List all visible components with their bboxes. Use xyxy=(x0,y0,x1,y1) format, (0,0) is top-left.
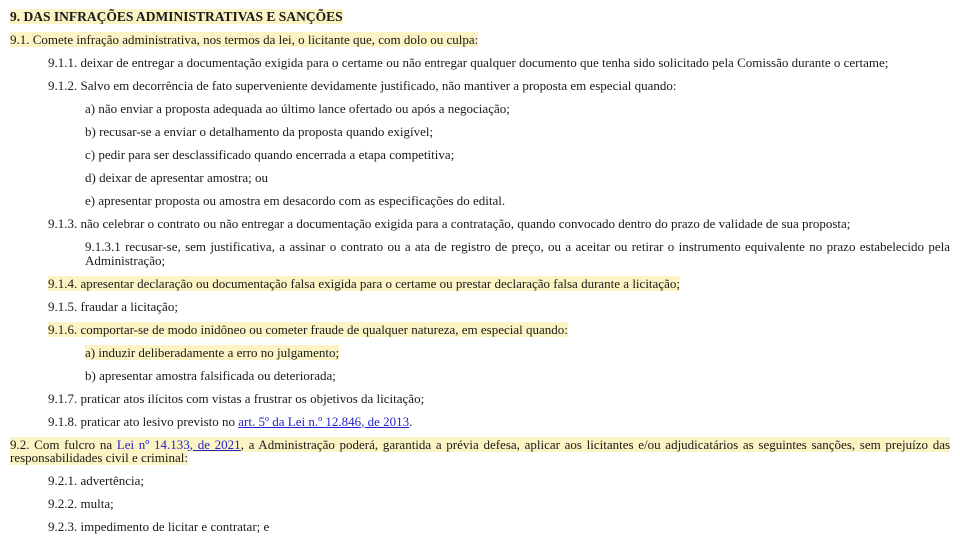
highlighted-text xyxy=(48,322,568,337)
text-run xyxy=(85,170,268,185)
text-segment: d) deixar de apresentar amostra; ou xyxy=(85,170,269,185)
text-segment: 9.1.6. comportar-se de modo inidôneo ou cometer fraude de qualquer natureza, em especial quando: xyxy=(48,321,568,337)
highlighted-text xyxy=(85,345,339,360)
text-segment: . xyxy=(409,413,413,429)
text-run xyxy=(48,78,676,93)
text-segment: 9.2.2. multa; xyxy=(48,496,114,511)
text-run xyxy=(85,193,505,208)
text-segment: 9.1.4. apresentar declaração ou documentação falsa exigida para o certame ou prestar declaração falsa durante a licitação; xyxy=(48,275,680,291)
clause-9-1-2-a xyxy=(85,102,950,116)
clause-9-1-6 xyxy=(48,323,950,337)
text-segment: e) apresentar proposta ou amostra em desacordo com as especificações do edital. xyxy=(85,193,506,208)
text-run xyxy=(85,124,433,139)
text-segment: 9.1.3. não celebrar o contrato ou não entregar a documentação exigida para a contratação, quando convocado dentro do prazo de validade de sua proposta; xyxy=(48,216,851,231)
clause-9-1-7 xyxy=(48,392,950,406)
text-segment: 9.1.3.1 recusar-se, sem justificativa, a assinar o contrato ou a ata de registro de preço, ou a aceitar ou retirar o instrumento equivalente no prazo estabelecido pela Administração; xyxy=(85,239,950,268)
text-segment: , a Administração poderá, garantida a prévia defesa, aplicar aos licitantes e/ou adjudicatários as seguintes sanções, sem prejuízo das responsabilidades civil e criminal: xyxy=(10,436,951,465)
text-run xyxy=(85,101,510,116)
clause-9-1-2 xyxy=(48,79,950,93)
text-run xyxy=(85,147,454,162)
clause-9-1-4 xyxy=(48,277,950,291)
text-segment: 9.1.8. praticar ato lesivo previsto no xyxy=(48,413,239,429)
text-segment: 9.1. Comete infração administrativa, nos termos da lei, o licitante que, com dolo ou culpa: xyxy=(10,32,479,47)
clause-9-1-2-e xyxy=(85,194,950,208)
highlighted-text xyxy=(10,9,343,24)
text-run xyxy=(48,473,144,488)
text-segment: b) recusar-se a enviar o detalhamento da proposta quando exigível; xyxy=(85,124,434,139)
text-segment: a) induzir deliberadamente a erro no julgamento; xyxy=(85,344,340,360)
text-segment: c) pedir para ser desclassificado quando encerrada a etapa competitiva; xyxy=(85,147,455,162)
text-run xyxy=(48,55,888,70)
clause-9-1-3 xyxy=(48,217,950,231)
text-run xyxy=(48,299,178,314)
text-run xyxy=(48,216,850,231)
heading-9 xyxy=(10,10,950,24)
clause-9-2 xyxy=(10,438,950,465)
highlighted-text xyxy=(48,276,680,291)
clause-9-2-1 xyxy=(48,474,950,488)
text-run xyxy=(48,496,114,511)
clause-9-1-5 xyxy=(48,300,950,314)
highlighted-text xyxy=(10,32,478,47)
text-segment: 9.1.5. fraudar a licitação; xyxy=(48,298,178,314)
law-link-14133[interactable]: Lei nº 14.133, de 2021 xyxy=(116,436,241,452)
clause-9-1-3-1 xyxy=(85,240,950,267)
text-segment: b) apresentar amostra falsificada ou deteriorada; xyxy=(85,367,336,383)
highlighted-text xyxy=(10,437,950,466)
clause-9-1 xyxy=(10,33,950,47)
clause-9-1-2-b xyxy=(85,125,950,139)
clause-9-1-8 xyxy=(48,415,950,429)
clause-9-2-2 xyxy=(48,497,950,511)
law-link-12846[interactable]: art. 5º da Lei n.º 12.846, de 2013 xyxy=(238,413,410,429)
text-run xyxy=(85,368,336,383)
clause-9-1-6-a xyxy=(85,346,950,360)
text-segment: 9.2.1. advertência; xyxy=(48,473,145,488)
text-segment: 9.1.1. deixar de entregar a documentação exigida para o certame ou não entregar qualquer documento que tenha sido solicitado pela Comissão durante o certame; xyxy=(48,55,889,70)
text-run xyxy=(48,414,412,429)
text-segment: 9.2. Com fulcro na xyxy=(10,436,117,452)
clause-9-1-2-c xyxy=(85,148,950,162)
text-segment: 9.1.2. Salvo em decorrência de fato superveniente devidamente justificado, não mantiver a proposta em especial quando: xyxy=(48,78,677,93)
clause-9-2-3 xyxy=(48,520,950,534)
text-run xyxy=(48,519,269,534)
clause-9-1-1 xyxy=(48,56,950,70)
clause-9-1-6-b xyxy=(85,369,950,383)
text-segment: 9. DAS INFRAÇÕES ADMINISTRATIVAS E SANÇÕES xyxy=(10,9,343,24)
text-segment: a) não enviar a proposta adequada ao último lance ofertado ou após a negociação; xyxy=(85,101,510,116)
text-run xyxy=(85,239,950,268)
text-run xyxy=(48,391,424,406)
text-segment: 9.2.3. impedimento de licitar e contratar; e xyxy=(48,519,270,534)
text-segment: 9.1.7. praticar atos ilícitos com vistas a frustrar os objetivos da licitação; xyxy=(48,390,425,406)
clause-9-1-2-d xyxy=(85,171,950,185)
